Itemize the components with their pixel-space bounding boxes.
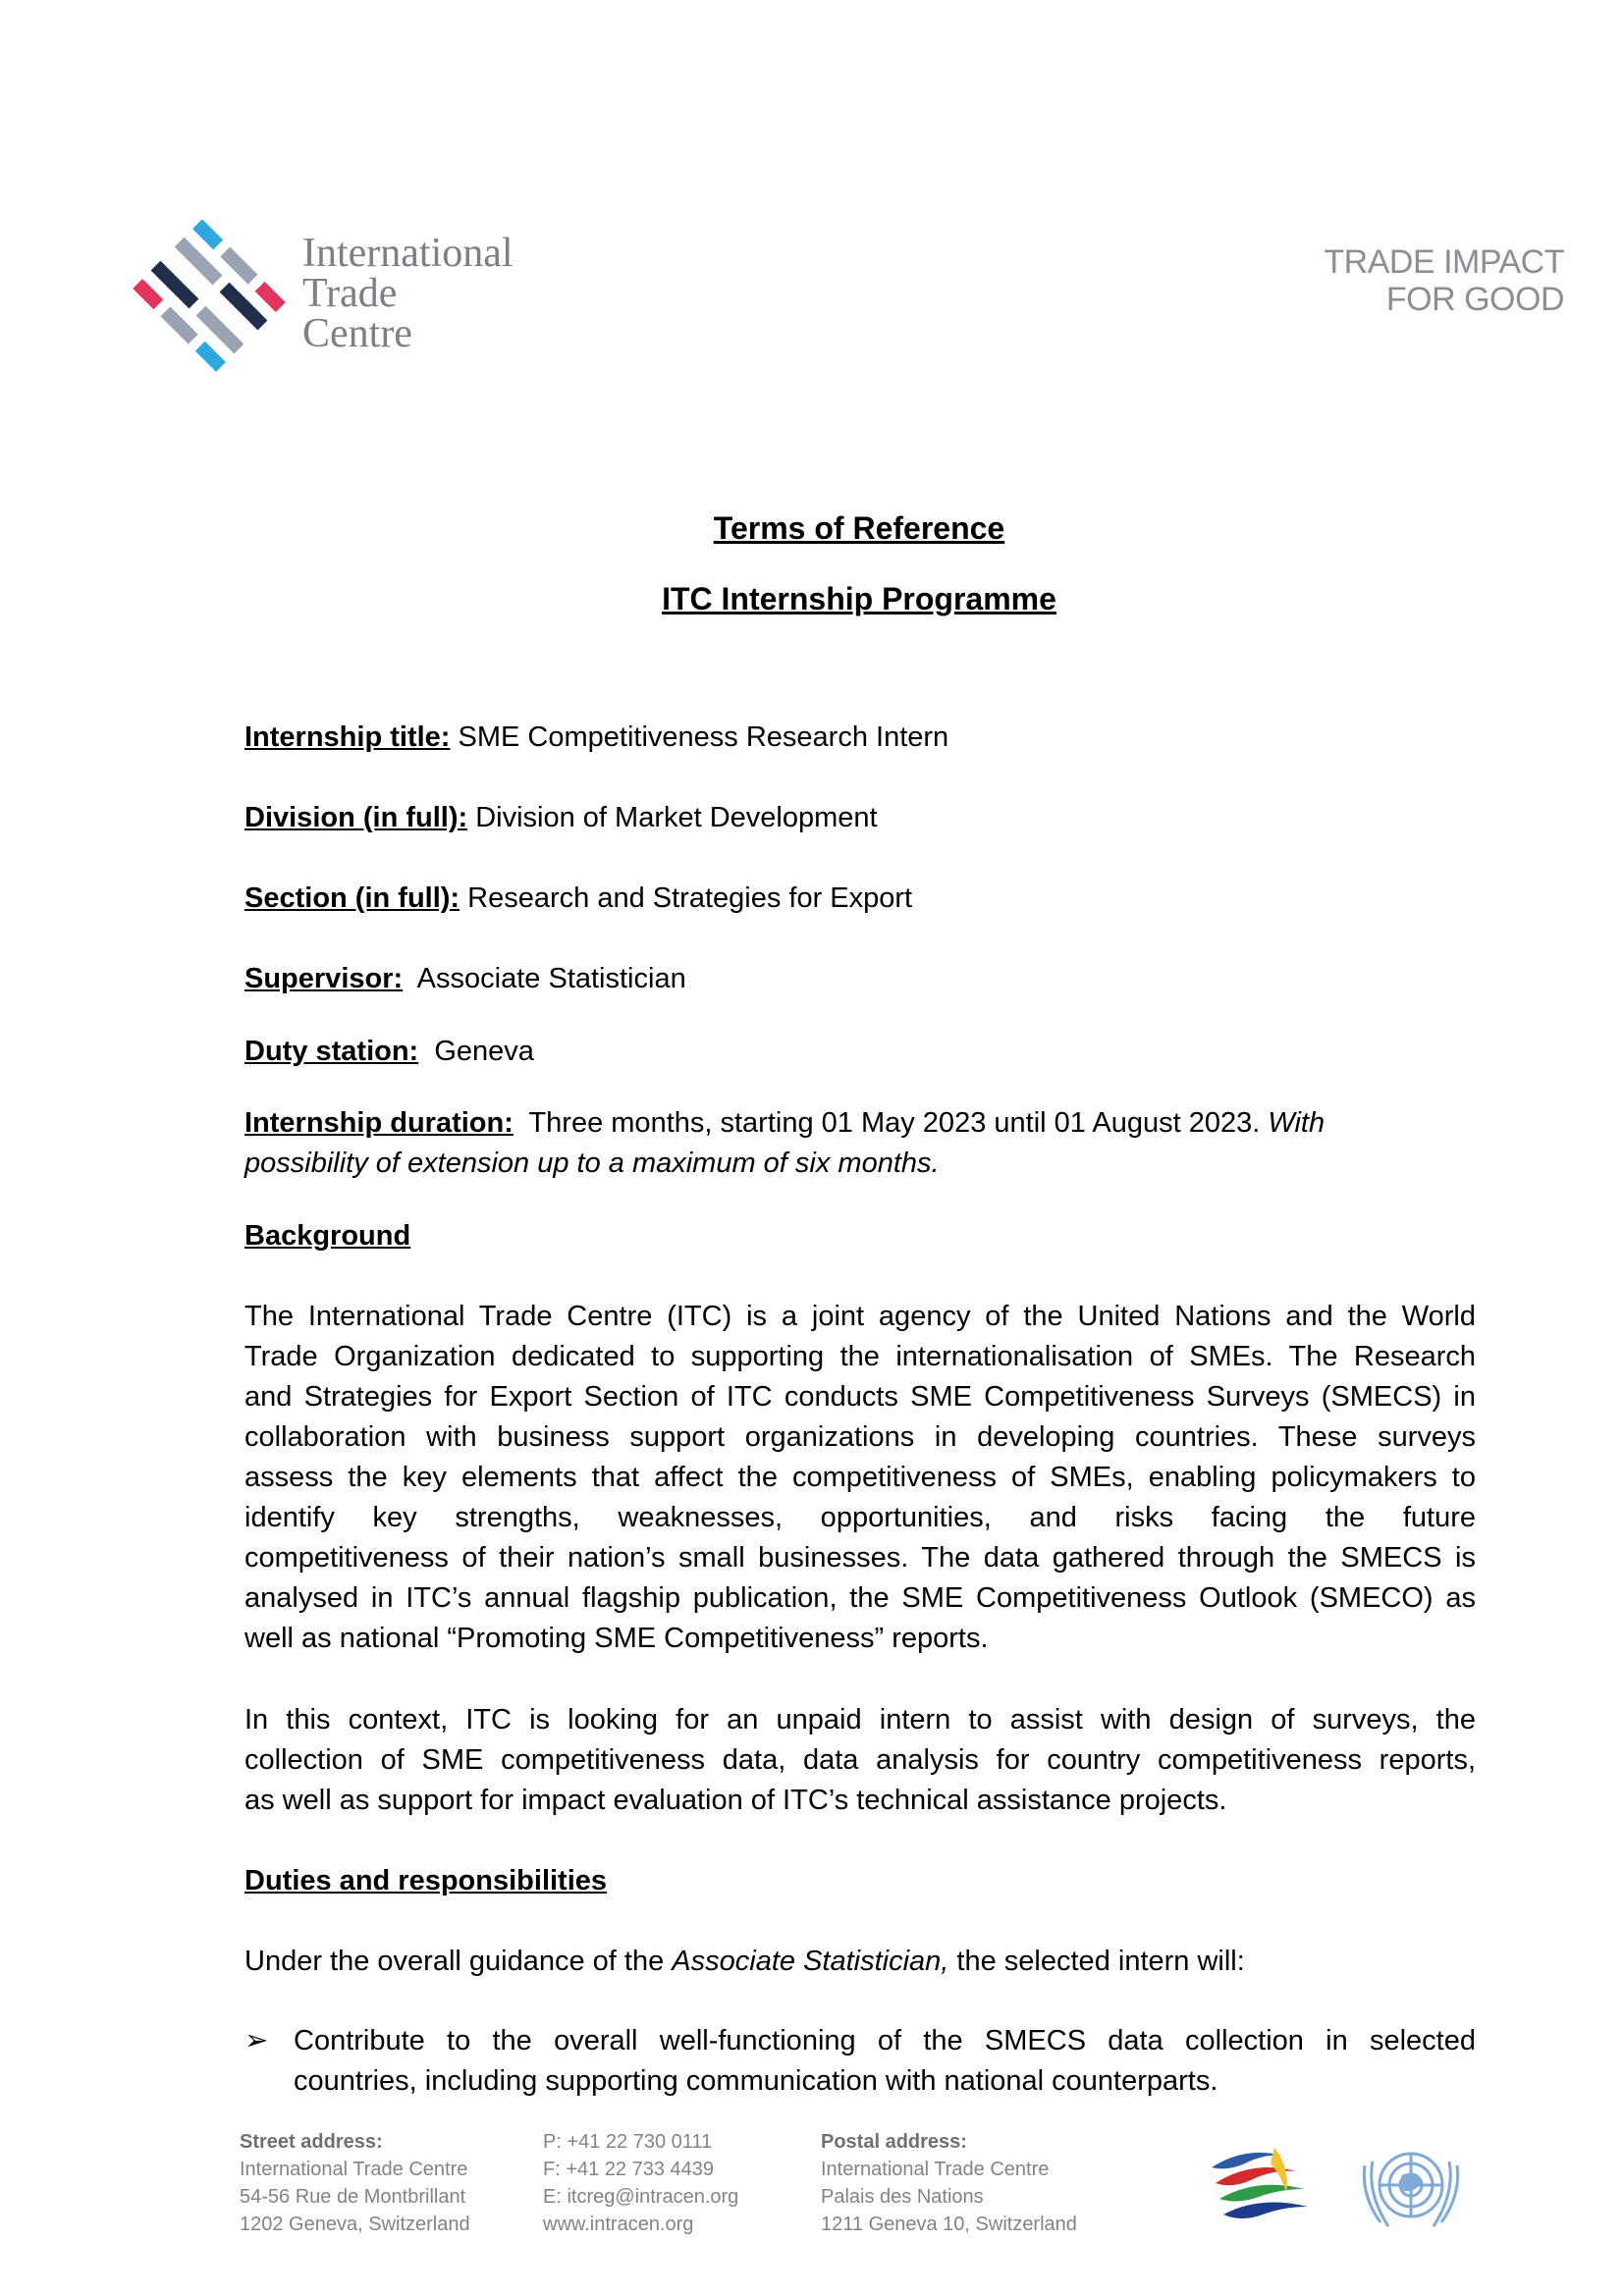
field-value-italic: With — [1268, 1107, 1325, 1139]
logo-bar-pink-bottom — [133, 279, 163, 309]
field-label: Division (in full): — [244, 802, 468, 833]
paragraph-line: Trade Organization dedicated to supporting the internationalisation of SMEs. The Research — [244, 1341, 1476, 1372]
background-paragraph-2 — [244, 1700, 1476, 1821]
field-supervisor — [244, 959, 1482, 999]
field-value-italic: possibility of extension up to a maximum of six months. — [244, 1148, 940, 1179]
background-paragraph-1 — [244, 1297, 1476, 1659]
field-internship-duration — [244, 1103, 1482, 1184]
logo-bar-grey-bottom — [161, 306, 198, 344]
paragraph-line: countries, including supporting communication with national counterparts. — [294, 2065, 1218, 2097]
field-label: Section (in full): — [244, 882, 460, 914]
document-subtitle: ITC Internship Programme — [662, 581, 1056, 616]
logo-bar-grey-top — [220, 247, 257, 285]
paragraph-line: collaboration with business support organizations in developing countries. These surveys — [244, 1421, 1476, 1453]
un-emblem-icon — [1353, 2136, 1469, 2238]
footer-line: International Trade Centre — [821, 2159, 1050, 2180]
footer-contact — [543, 2128, 738, 2238]
footer-street-address — [240, 2128, 470, 2238]
field-value: Research and Strategies for Export — [460, 882, 913, 914]
footer-line: 54-56 Rue de Montbrillant — [240, 2186, 466, 2208]
logo-text-line: International — [302, 231, 514, 276]
footer-line: E: itcreg@intracen.org — [543, 2186, 739, 2208]
field-value: Geneva — [418, 1036, 534, 1067]
field-value: Associate Statistician — [403, 963, 686, 994]
logo-text-line: Centre — [302, 311, 412, 356]
field-value: Division of Market Development — [467, 802, 878, 833]
footer-heading: Street address: — [240, 2131, 383, 2153]
itc-logo-text — [302, 231, 514, 356]
field-label: Internship duration: — [244, 1107, 514, 1139]
paragraph-line: analysed in ITC’s annual flagship publication, the SME Competitiveness Outlook (SMECO) as — [244, 1582, 1476, 1614]
footer-line: 1211 Geneva 10, Switzerland — [821, 2214, 1077, 2235]
footer-line: F: +41 22 733 4439 — [543, 2159, 715, 2180]
footer-postal-address — [821, 2128, 1077, 2238]
tagline — [1324, 243, 1564, 318]
field-label: Duty station: — [244, 1036, 419, 1067]
field-section — [244, 879, 1482, 919]
footer-line: Palais des Nations — [821, 2186, 984, 2208]
background-heading: Background — [244, 1220, 411, 1252]
field-division — [244, 798, 1482, 838]
footer-line: P: +41 22 730 0111 — [543, 2131, 713, 2153]
paragraph-line: as well as support for impact evaluation of ITC’s technical assistance projects. — [244, 1785, 1227, 1816]
duties-intro-text: the selected intern will: — [948, 1946, 1245, 1977]
field-label: Internship title: — [244, 721, 451, 753]
tagline-line: FOR GOOD — [1385, 281, 1564, 318]
field-value: Three months, starting 01 May 2023 until 01 August 2023. — [513, 1107, 1269, 1139]
paragraph-line: The International Trade Centre (ITC) is a joint agency of the United Nations and the World — [244, 1301, 1476, 1332]
tagline-line: TRADE IMPACT — [1324, 243, 1564, 281]
paragraph-line: competitiveness of their nation’s small businesses. The data gathered through the SMECS is — [244, 1542, 1476, 1574]
duty-bullet-1 — [294, 2021, 1476, 2102]
document-title: Terms of Reference — [713, 510, 1005, 546]
logo-bar-blue-bottom — [195, 342, 226, 372]
paragraph-line: and Strategies for Export Section of ITC conducts SME Competitiveness Surveys (SMECS) in — [244, 1381, 1476, 1413]
paragraph-line: well as national “Promoting SME Competitiveness” reports. — [244, 1623, 989, 1654]
paragraph-line: assess the key elements that affect the competitiveness of SMEs, enabling policymakers to — [244, 1462, 1476, 1493]
footer-line: 1202 Geneva, Switzerland — [240, 2214, 470, 2235]
field-duty-station — [244, 1032, 1482, 1072]
paragraph-line: collection of SME competitiveness data, data analysis for country competitiveness reports, — [244, 1744, 1476, 1776]
paragraph-line: identify key strengths, weaknesses, opportunities, and risks facing the future — [244, 1502, 1476, 1533]
itc-logo-mark — [130, 216, 289, 375]
field-value: SME Competitiveness Research Intern — [450, 721, 949, 753]
field-internship-title — [244, 718, 1482, 758]
wto-logo-icon — [1206, 2138, 1312, 2232]
footer-line: www.intracen.org — [543, 2214, 694, 2235]
paragraph-line: In this context, ITC is looking for an unpaid intern to assist with design of surveys, the — [244, 1704, 1476, 1735]
footer-heading: Postal address: — [821, 2131, 967, 2153]
duties-intro-text: Under the overall guidance of the — [244, 1946, 673, 1977]
logo-bar-pink-top — [255, 282, 286, 312]
field-label: Supervisor: — [244, 963, 404, 994]
duties-heading: Duties and responsibilities — [244, 1865, 608, 1896]
bullet-arrow-icon: ➢ — [244, 2025, 269, 2056]
logo-text-line: Trade — [302, 271, 398, 316]
duties-intro — [244, 1942, 1245, 1982]
paragraph-line: Contribute to the overall well-functioning of the SMECS data collection in selected — [294, 2025, 1476, 2056]
duties-intro-italic: Associate Statistician, — [672, 1946, 949, 1977]
logo-bar-blue-top — [192, 219, 223, 249]
footer-line: International Trade Centre — [240, 2159, 468, 2180]
